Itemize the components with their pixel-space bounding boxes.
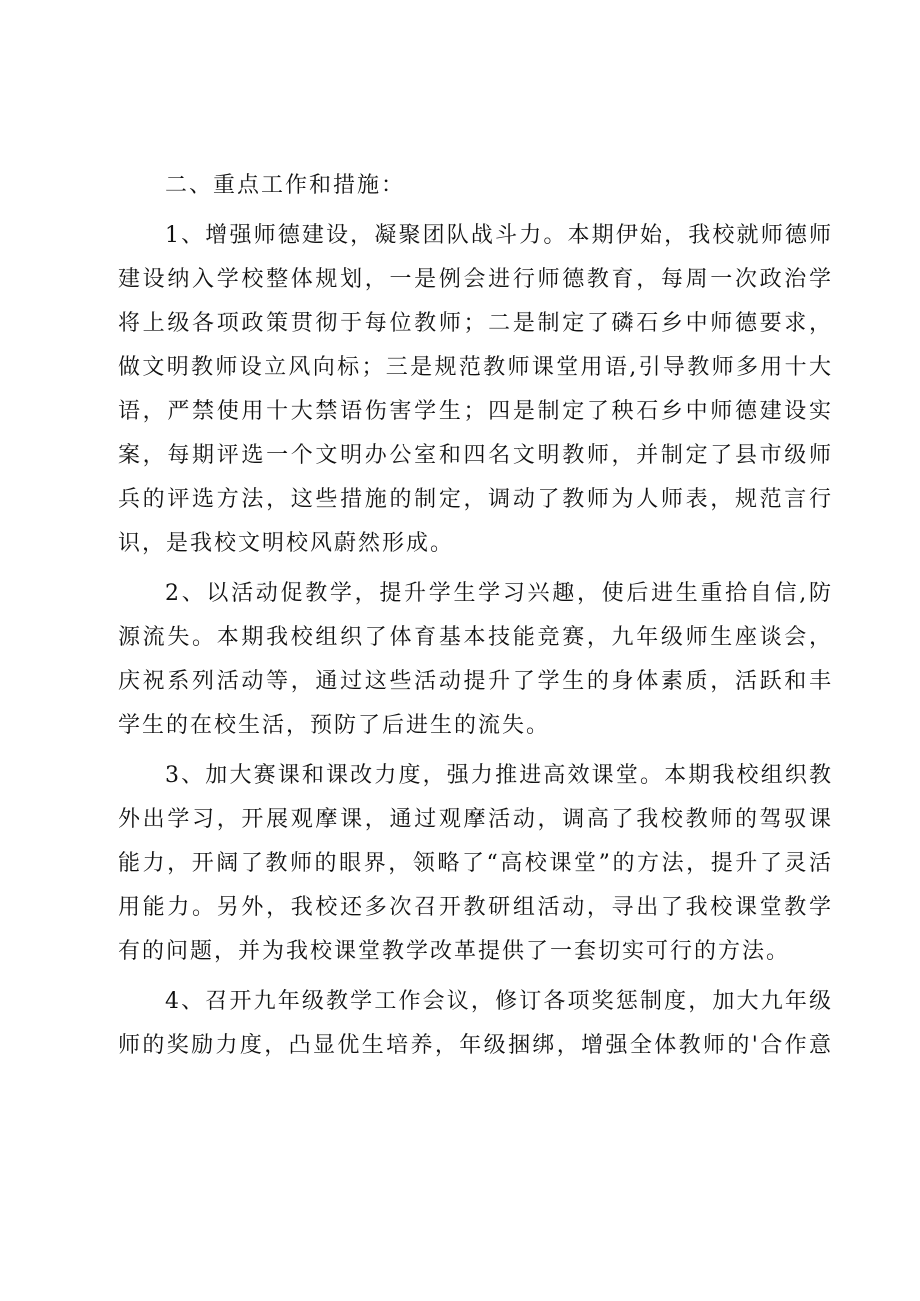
paragraph-line: 3、加大赛课和课改力度，强力推进高效课堂。本期我校组织教 [165,763,833,788]
paragraph-line: 外出学习，开展观摩课，通过观摩活动，调高了我校教师的驾驭课 [118,807,833,832]
paragraph-line: 源流失。本期我校组织了体育基本技能竞赛，九年级师生座谈会， [118,625,833,650]
paragraph-line: 庆祝系列活动等，通过这些活动提升了学生的身体素质，活跃和丰 [118,669,833,694]
paragraph-4 [118,974,833,1068]
paragraph-line: 用能力。另外，我校还多次召开教研组活动，寻出了我校课堂教学 [118,895,833,920]
paragraph-line: 有的问题，并为我校课堂教学改革提供了一套切实可行的方法。 [118,939,791,964]
paragraph-1 [118,208,833,566]
paragraph-line: 兵的评选方法，这些措施的制定，调动了教师为人师表，规范言行 [118,487,833,512]
paragraph-line: 1、增强师德建设，凝聚团队战斗力。本期伊始，我校就师德师 [165,223,833,248]
paragraph-line: 2、以活动促教学，提升学生学习兴趣，使后进生重拾自信,防 [165,581,833,606]
paragraph-line: 案，每期评选一个文明办公室和四名文明教师，并制定了县市级师 [118,443,833,468]
paragraph-3 [118,748,833,974]
paragraph-line: 4、召开九年级教学工作会议，修订各项奖惩制度，加大九年级 [165,989,833,1014]
paragraph-line: 将上级各项政策贯彻于每位教师；二是制定了磷石乡中师德要求， [118,311,833,336]
document-body [118,164,833,1068]
paragraph-line: 师的奖励力度，凸显优生培养，年级捆绑，增强全体教师的'合作意 [118,1033,833,1058]
paragraph-line: 学生的在校生活，预防了后进生的流失。 [118,713,551,738]
paragraph-line: 识，是我校文明校风蔚然形成。 [118,531,455,556]
section-heading: 二、重点工作和措施： [165,173,406,198]
paragraph-line: 做文明教师设立风向标；三是规范教师课堂用语,引导教师多用十大 [118,355,833,380]
paragraph-line: 语，严禁使用十大禁语伤害学生；四是制定了秧石乡中师德建设实 [118,399,833,424]
paragraph-line: 能力，开阔了教师的眼界，领略了“高校课堂”的方法，提升了灵活 [118,851,833,876]
paragraph-2 [118,566,833,748]
paragraph-line: 建设纳入学校整体规划，一是例会进行师德教育，每周一次政治学 [118,267,833,292]
